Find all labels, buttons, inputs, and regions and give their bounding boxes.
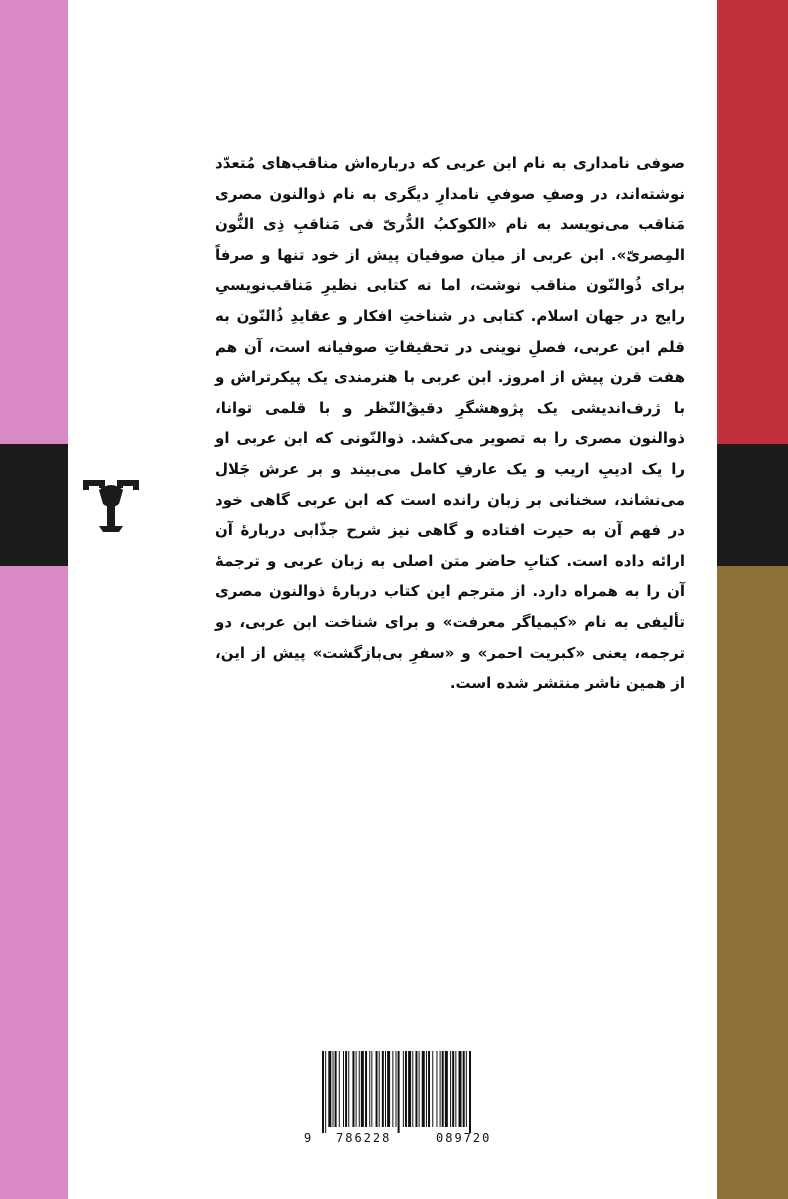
barcode-bar (376, 1051, 378, 1127)
barcode-bar (348, 1051, 349, 1127)
barcode-bar (369, 1051, 370, 1127)
niloufar-publisher-emblem-icon (69, 460, 153, 544)
barcode-bar (459, 1051, 462, 1127)
barcode-bar (352, 1051, 354, 1127)
barcode-bar (445, 1051, 448, 1127)
barcode-bar (469, 1051, 471, 1133)
barcode-bar (412, 1051, 413, 1127)
barcode-bar (405, 1051, 407, 1127)
isbn-digit-lead: 9 (304, 1131, 312, 1145)
barcode-bar (422, 1051, 425, 1127)
barcode-bar (426, 1051, 427, 1127)
barcode-bar (379, 1051, 380, 1127)
barcode-bar (359, 1051, 360, 1127)
barcode-bar (333, 1051, 334, 1127)
barcode-bar (398, 1051, 400, 1133)
barcode-bars (302, 1045, 538, 1133)
isbn-digits-right-group: 089720 (436, 1131, 492, 1145)
barcode-bar (455, 1051, 456, 1127)
barcode-bar (365, 1051, 367, 1127)
publisher-logo (57, 460, 165, 564)
back-cover-blurb: صوفی نامداری به نام ابن عربی که درباره‌اش مناقب‌های مُتعدّد نوشته‌اند، در وصفِ صوفیِ نامدارِ دیگری به نام ذوالنون مصری مَناقب می‌نویسد به نام «الکوکبُ الدُّریّ فی مَناقبِ ذِی النُّون المِصریّ». ابن عربی از میان صوفیان پیش از خود تنها و صرفاً برای ذُوالنّون مناقب نوشت، اما نه کتابی نظیرِ مَناقب‌نویسیِ رایج در جهان اسلام. کتابی در شناختِ افکار و عقایدِ ذُالنّون به قلم ابن عربی، فصلِ نوینی در تحقیقاتِ صوفیانه است، آن هم هفت قرن پیش از امروز. ابن عربی با هنرمندی یک پیکرتراش و با ژرف‌اندیشی یک پژوهشگرِ دقیقُ‌النّظر و با قلمی توانا، ذوالنون مصری را به تصویر می‌کشد. ذوالنّونی که ابن عربی او را یک ادیبِ اریب و یک عارفِ کامل می‌بیند و بر عرش جَلال می‌نشاند، سخنانی بر زبان رانده است که ابن عربی گاهی خود در فهم آن به حیرت افتاده و گاهی نیز شرح جذّابی دربارهٔ آن ارائه داده است. کتابِ حاضر متن اصلی به زبان عربی و ترجمهٔ آن را به همراه دارد. از مترجم این کتاب دربارهٔ ذوالنون مصری تألیفی به نام «کیمیاگر معرفت» و برای شناخت ابن عربی، دو ترجمه، یعنی «کبریت احمر» و «سفرِ بی‌بازگشت» پیش از این، از همین ناشر منتشر شده است. (215, 154, 685, 693)
right-bottom-color-stripe (717, 566, 788, 1199)
barcode-bar (382, 1051, 384, 1127)
barcode-bar (432, 1051, 433, 1127)
barcode-bar (452, 1051, 454, 1127)
isbn-barcode (302, 1045, 538, 1155)
barcode-bar (356, 1051, 357, 1127)
barcode-bar (361, 1051, 364, 1127)
barcode-bar (450, 1051, 451, 1127)
left-color-stripe (0, 0, 68, 1199)
barcode-bar (428, 1051, 430, 1127)
barcode-bar (392, 1051, 393, 1127)
barcode-bar (371, 1051, 372, 1127)
barcode-bar (335, 1051, 337, 1127)
isbn-number (302, 1131, 538, 1149)
barcode-bar (343, 1051, 344, 1127)
barcode-bar (339, 1051, 340, 1127)
barcode-bar (463, 1051, 465, 1127)
isbn-digits-left-group: 786228 (336, 1131, 392, 1145)
barcode-bar (325, 1051, 326, 1133)
barcode-bar (345, 1051, 347, 1127)
barcode-bar (436, 1051, 437, 1127)
right-top-color-stripe (717, 0, 788, 444)
barcode-bar (387, 1051, 390, 1127)
barcode-bar (322, 1051, 324, 1133)
publisher-name: انتشارات نیلوفر (75, 546, 147, 559)
barcode-bar (403, 1051, 404, 1127)
barcode-bar (385, 1051, 386, 1127)
barcode-bar (415, 1051, 417, 1127)
barcode-bar (440, 1051, 441, 1127)
barcode-bar (328, 1051, 331, 1127)
barcode-bar (466, 1051, 467, 1127)
barcode-bar (408, 1051, 411, 1127)
barcode-bar (396, 1051, 397, 1127)
barcode-bar (419, 1051, 420, 1127)
barcode-bar (442, 1051, 444, 1127)
